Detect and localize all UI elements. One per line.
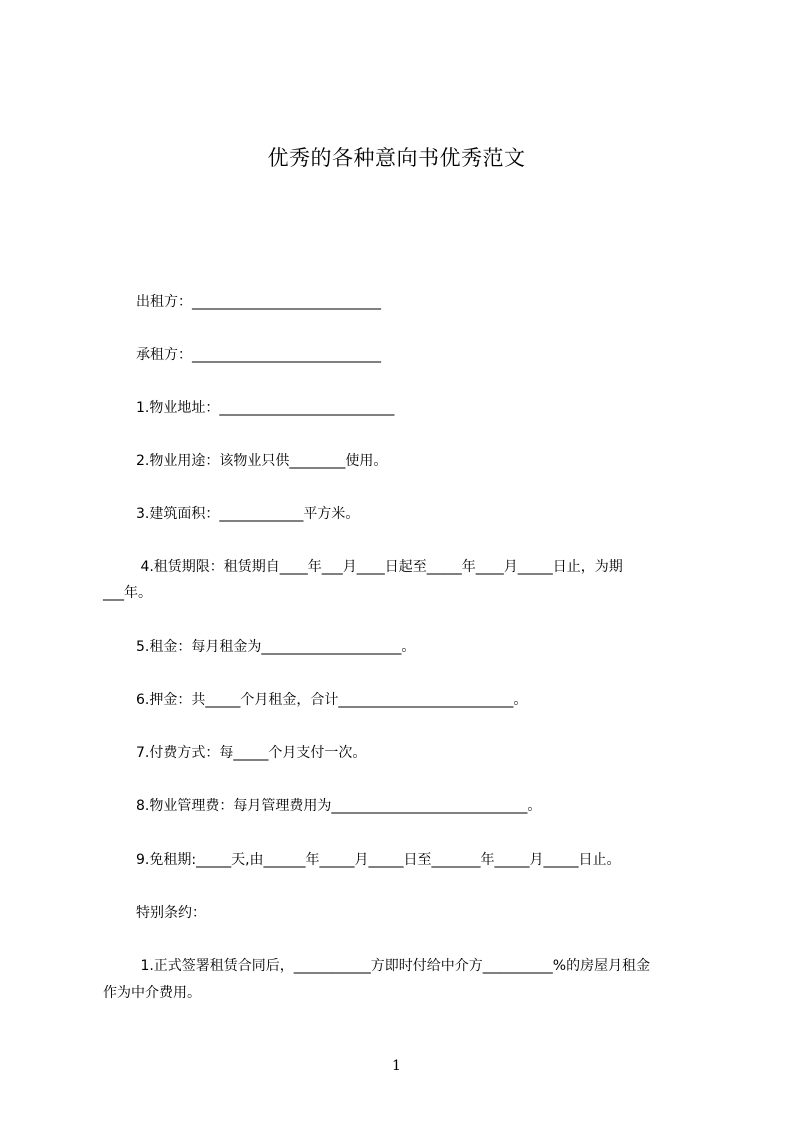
special-terms-heading: 特别条约： (136, 905, 206, 921)
lease-term-line-2: ___年。 (103, 585, 152, 601)
lessee-line: 承租方：___________________________ (136, 347, 381, 363)
rent-line: 5.租金：每月租金为____________________。 (136, 639, 416, 655)
lease-term-line-1: 4.租赁期限：租赁期自____年___月____日起至_____年____月_____日止，为期 (136, 559, 623, 575)
rent-free-period-line: 9.免租期:_____天,由______年_____月_____日至_______年_____月_____日止。 (136, 852, 621, 868)
management-fee-line: 8.物业管理费：每月管理费用为____________________________。 (136, 798, 542, 814)
property-use-line: 2.物业用途：该物业只供________使用。 (136, 453, 388, 469)
page-number: 1 (392, 1058, 401, 1074)
document-title: 优秀的各种意向书优秀范文 (267, 146, 526, 170)
payment-method-line: 7.付费方式：每_____个月支付一次。 (136, 745, 367, 761)
deposit-line: 6.押金：共_____个月租金，合计_________________________。 (136, 692, 528, 708)
special-term-1-line-2: 作为中介费用。 (103, 985, 201, 1001)
property-address-line: 1.物业地址：_________________________ (136, 400, 395, 416)
floor-area-line: 3.建筑面积：____________平方米。 (136, 506, 360, 522)
special-term-1-line-1: 1.正式签署租赁合同后，___________方即时付给中介方__________%的房屋月租金 (136, 958, 651, 974)
lessor-line: 出租方：___________________________ (136, 294, 381, 310)
